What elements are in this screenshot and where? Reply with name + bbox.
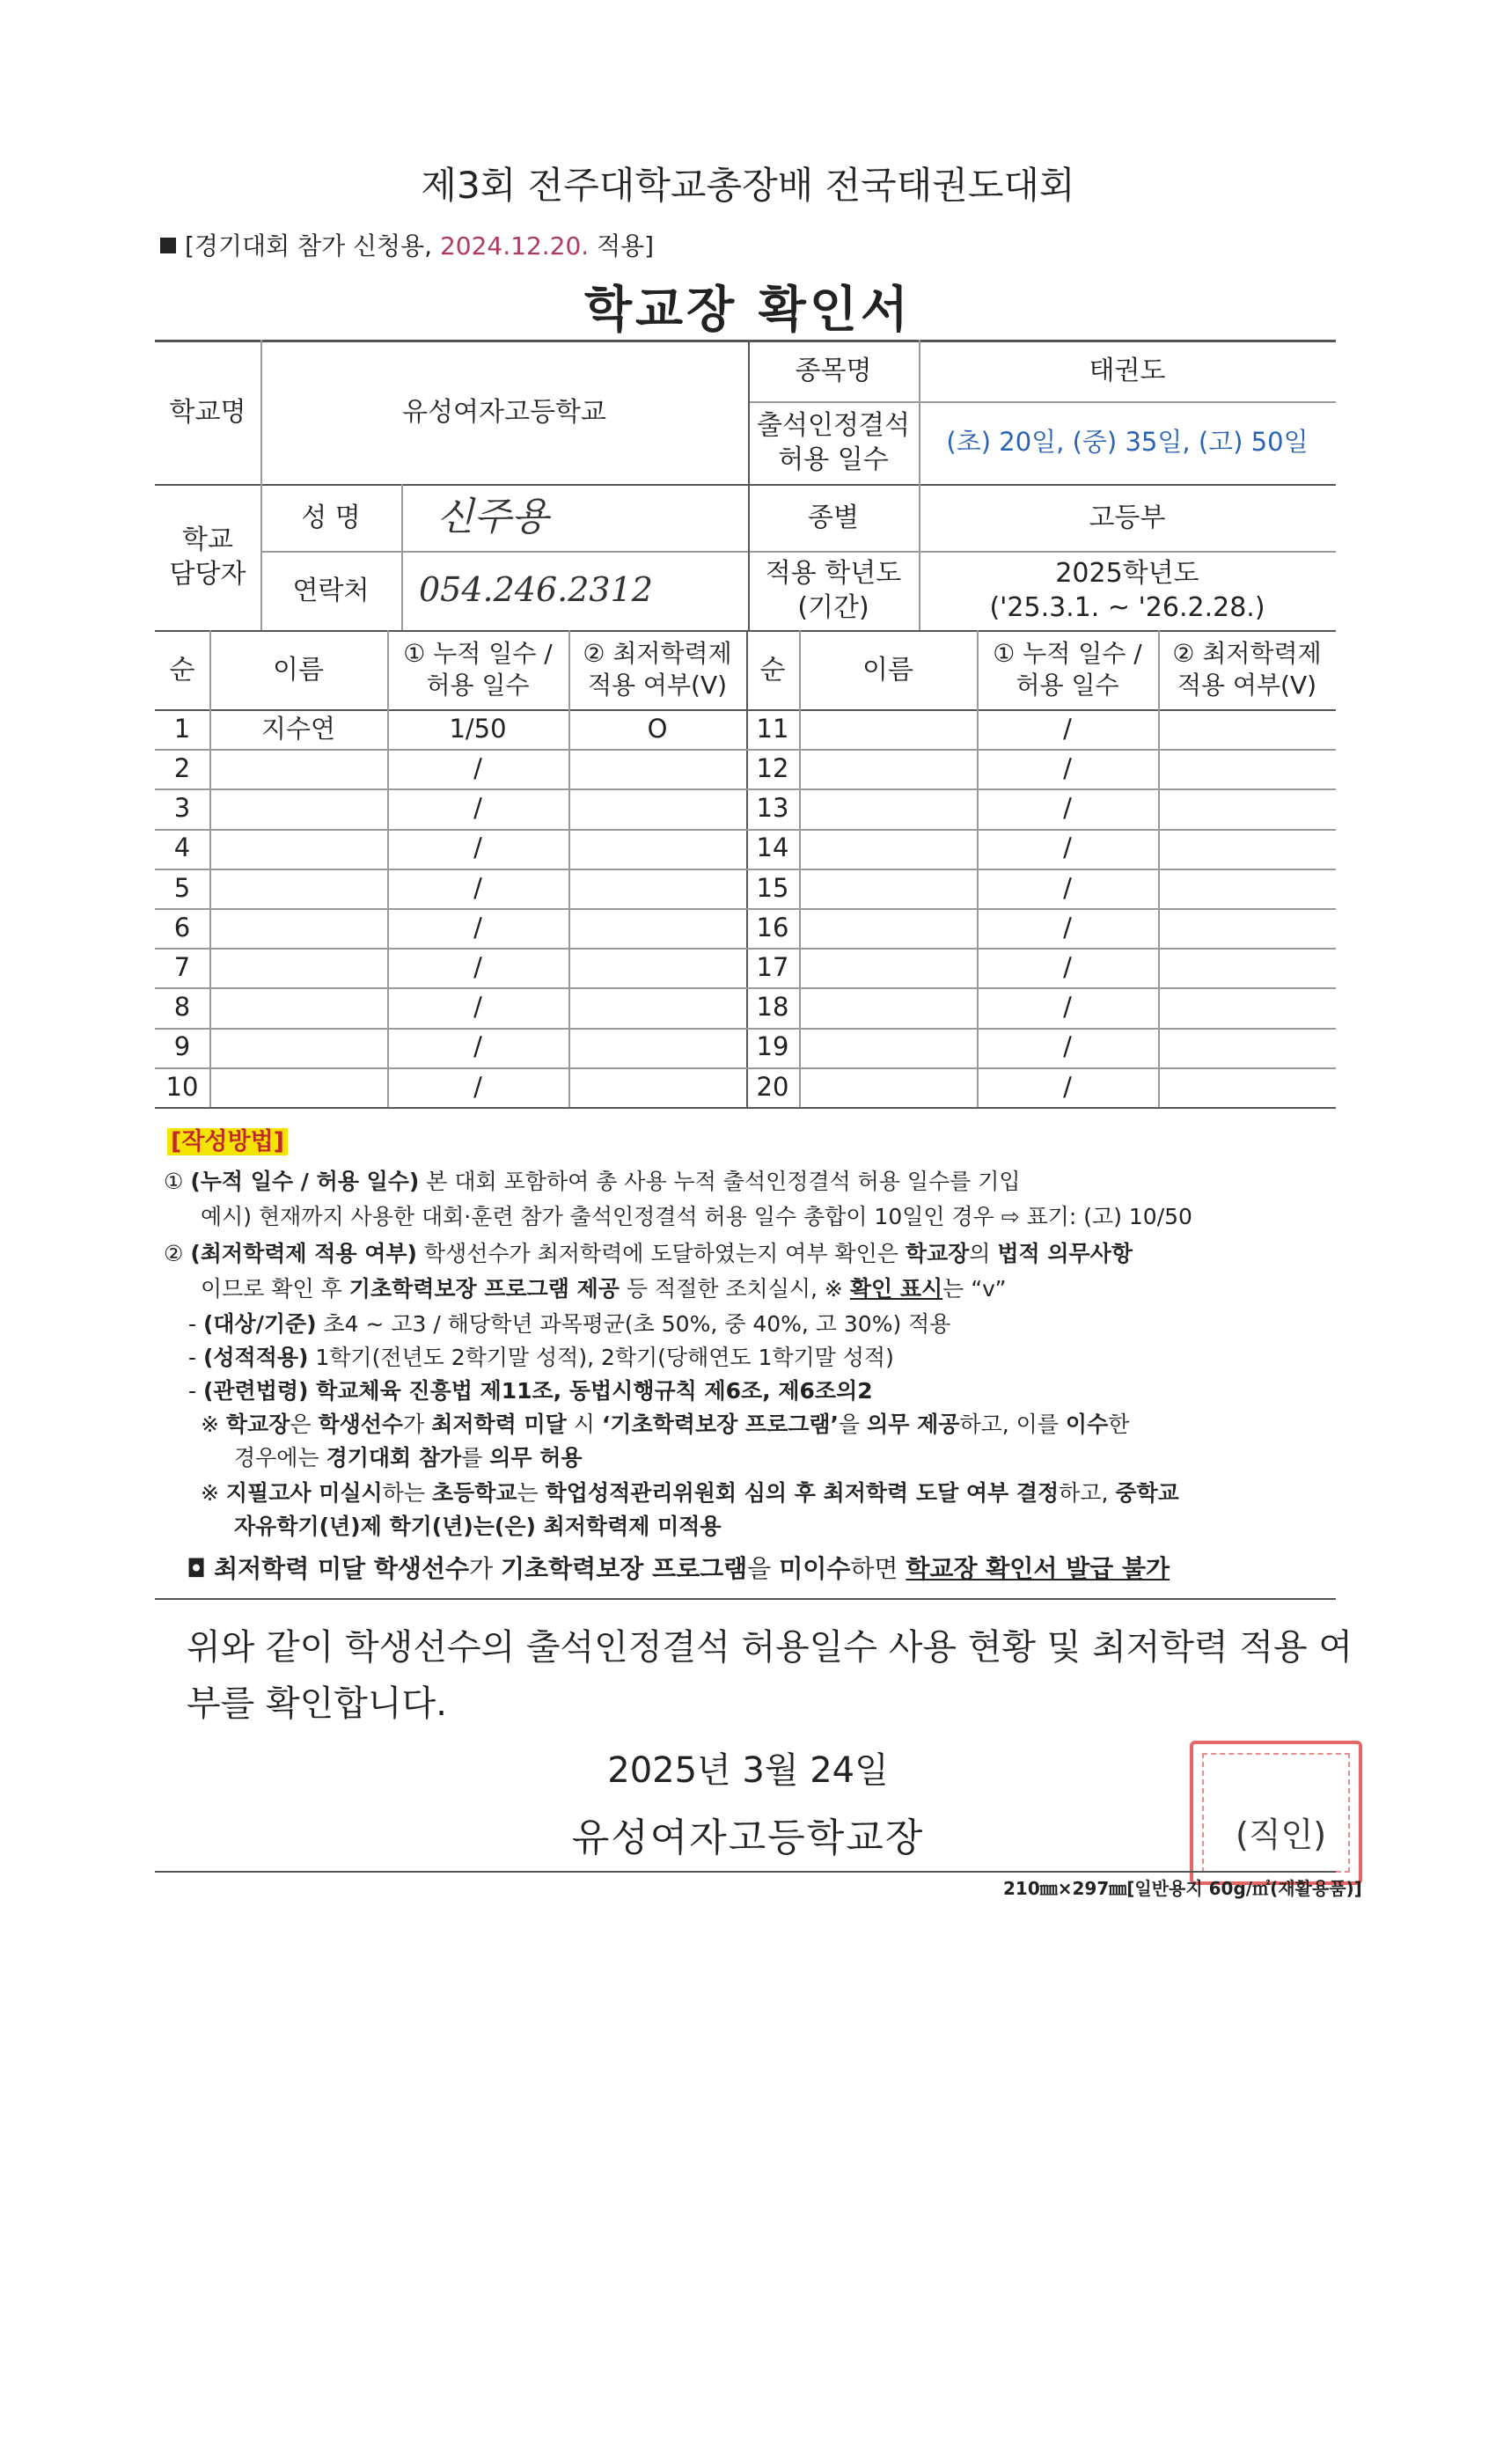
student-name [209, 1067, 387, 1107]
guide-note-2: ※ 지필고사 미실시하는 초등학교는 학업성적관리위원회 심의 후 최저학력 도달 여부 결정하고, 중학교 [201, 1480, 1179, 1506]
contact-label: 연락처 [292, 575, 370, 606]
min-academic-check: O [647, 713, 668, 744]
notice-line: [경기대회 참가 신청용, 2024.12.20. 적용] [160, 227, 654, 262]
absence-days-right: / [1063, 1071, 1072, 1102]
event-title: 제3회 전주대학교총장배 전국태권도대회 [421, 164, 1075, 207]
absence-days: / [473, 1031, 482, 1062]
absence-days: / [473, 872, 482, 903]
seal-label: (직인) [1236, 1815, 1327, 1854]
school-name-label: 학교명 [169, 396, 246, 428]
event-value: 태권도 [1089, 355, 1166, 386]
min-academic-check [568, 1067, 746, 1107]
absence-days-right: / [1063, 912, 1072, 942]
absence-days: / [473, 912, 482, 942]
guide-grade-apply: - (성적적용) 1학기(전년도 2학기말 성적), 2학기(당해연도 1학기말 성적) [188, 1345, 894, 1370]
min-academic-check [568, 908, 746, 948]
guide-note-1: ※ 학교장은 학생선수가 최저학력 미달 시 ‘기초학력보장 프로그램’을 의무 제공하고, 이를 이수한 [201, 1412, 1130, 1437]
guide-target: - (대상/기준) 초4 ~ 고3 / 해당학년 과목평균(초 50%, 중 40%, 고 30%) 적용 [188, 1311, 951, 1337]
row-number: 10 [165, 1071, 199, 1102]
row-number-right: 19 [756, 1031, 789, 1062]
square-bullet-icon [160, 238, 176, 253]
absence-days: / [473, 832, 482, 863]
absence-days-right: / [1063, 713, 1072, 744]
row-number: 1 [173, 713, 191, 744]
student-name [209, 1028, 387, 1067]
col-days-header: ① 누적 일수 / 허용 일수 [403, 638, 553, 700]
year-label: 적용 학년도 (기간) [765, 558, 902, 623]
min-academic-check [568, 987, 746, 1027]
row-number-right: 16 [756, 912, 789, 942]
col-name-header: 이름 [273, 654, 324, 686]
min-academic-check [568, 749, 746, 788]
absence-days-right: / [1063, 832, 1072, 863]
guide-note-2-cont: 자유학기(년)제 학기(년)는(은) 최저학력제 미적용 [234, 1514, 722, 1539]
student-name [209, 987, 387, 1027]
row-number-right: 15 [756, 872, 789, 903]
event-label: 종목명 [795, 355, 872, 386]
col-no-header: 순 [169, 654, 195, 686]
sign-date: 2025년 3월 24일 [607, 1750, 889, 1791]
min-academic-check [568, 829, 746, 869]
guide-header: [작성방법] [167, 1126, 288, 1158]
absence-days-right: / [1063, 992, 1072, 1023]
student-name [209, 948, 387, 987]
min-academic-check [568, 1028, 746, 1067]
absence-days-right: / [1063, 872, 1072, 903]
absence-days: / [473, 752, 482, 783]
guide-item-2-cont: 이므로 확인 후 기초학력보장 프로그램 제공 등 적절한 조치실시, ※ 확인 표시는 “v” [201, 1276, 1007, 1302]
confirmation-text: 위와 같이 학생선수의 출석인정결석 허용일수 사용 현황 및 최저학력 적용 여부를 확인합니다. [187, 1627, 1353, 1724]
col-days-header-right: ① 누적 일수 / 허용 일수 [993, 638, 1142, 700]
col-no-header-right: 순 [759, 654, 786, 686]
absence-days-right: / [1063, 752, 1072, 783]
row-number: 7 [173, 951, 191, 982]
absence-days: 1/50 [449, 713, 507, 744]
row-number-right: 18 [756, 992, 789, 1023]
absence-days-right: / [1063, 951, 1072, 982]
row-number: 6 [173, 912, 191, 942]
absence-days-value: (초) 20일, (중) 35일, (고) 50일 [946, 427, 1309, 458]
student-name [209, 749, 387, 788]
student-name: 지수연 [260, 713, 336, 744]
guide-item-1: ① (누적 일수 / 허용 일수) 본 대회 포함하여 총 사용 누적 출석인정결석 허용 일수를 기입 [164, 1169, 1021, 1194]
col-min-header-right: ② 최저학력제 적용 여부(V) [1172, 638, 1322, 700]
min-academic-check [568, 788, 746, 828]
absence-days: / [473, 793, 482, 824]
min-academic-check [568, 869, 746, 908]
principal-signature-line: 유성여자고등학교장 [571, 1815, 925, 1860]
row-number: 8 [173, 992, 191, 1023]
student-name [209, 788, 387, 828]
manager-label: 학교 담당자 [169, 524, 246, 590]
row-number: 3 [173, 793, 191, 824]
document-title: 학교장 확인서 [583, 282, 913, 339]
year-value: 2025학년도 ('25.3.1. ~ '26.2.28.) [989, 558, 1265, 623]
guide-law: - (관련법령) 학교체육 진흥법 제11조, 동법시행규칙 제6조, 제6조의2 [188, 1378, 873, 1404]
row-number-right: 17 [756, 951, 789, 982]
student-name [209, 829, 387, 869]
row-number: 5 [173, 872, 191, 903]
paper-spec-note: 210㎜×297㎜[일반용지 60g/㎡(재활용품)] [1003, 1878, 1362, 1899]
row-number-right: 20 [756, 1071, 789, 1102]
row-number-right: 12 [756, 752, 789, 783]
absence-days-label: 출석인정결석 허용 일수 [757, 410, 910, 475]
notice-date: 2024.12.20. [439, 231, 590, 260]
guide-warning: ◘ 최저학력 미달 학생선수가 기초학력보장 프로그램을 미이수하면 학교장 확인서 발급 불가 [187, 1554, 1170, 1583]
contact-value: 054.246.2312 [419, 570, 653, 610]
division-value: 고등부 [1089, 502, 1166, 533]
roster-bottom-border [155, 1107, 1336, 1109]
row-number: 9 [173, 1031, 191, 1062]
manager-name-signature: 신주용 [436, 495, 549, 540]
min-academic-check [568, 948, 746, 987]
division-label: 종별 [808, 502, 859, 533]
guide-item-1-example: 예시) 현재까지 사용한 대회·훈련 참가 출석인정결석 허용 일수 총합이 10일인 경우 ⇨ 표기: (고) 10/50 [201, 1204, 1192, 1229]
row-number: 4 [173, 832, 191, 863]
col-min-header: ② 최저학력제 적용 여부(V) [583, 638, 732, 700]
row-number-right: 13 [756, 793, 789, 824]
student-name [209, 869, 387, 908]
absence-days: / [473, 1071, 482, 1102]
absence-days-right: / [1063, 793, 1072, 824]
school-name-value: 유성여자고등학교 [402, 396, 606, 428]
row-number: 2 [173, 752, 191, 783]
manager-name-label: 성 명 [301, 502, 361, 533]
absence-days-right: / [1063, 1031, 1072, 1062]
guide-note-1-cont: 경우에는 경기대회 참가를 의무 허용 [234, 1445, 583, 1470]
absence-days: / [473, 951, 482, 982]
row-number-right: 11 [756, 713, 789, 744]
col-name-header-right: 이름 [862, 654, 913, 686]
student-name [209, 908, 387, 948]
guide-item-2: ② (최저학력제 적용 여부) 학생선수가 최저학력에 도달하였는지 여부 확인은 학교장의 법적 의무사항 [164, 1241, 1133, 1266]
row-number-right: 14 [756, 832, 789, 863]
absence-days: / [473, 992, 482, 1023]
